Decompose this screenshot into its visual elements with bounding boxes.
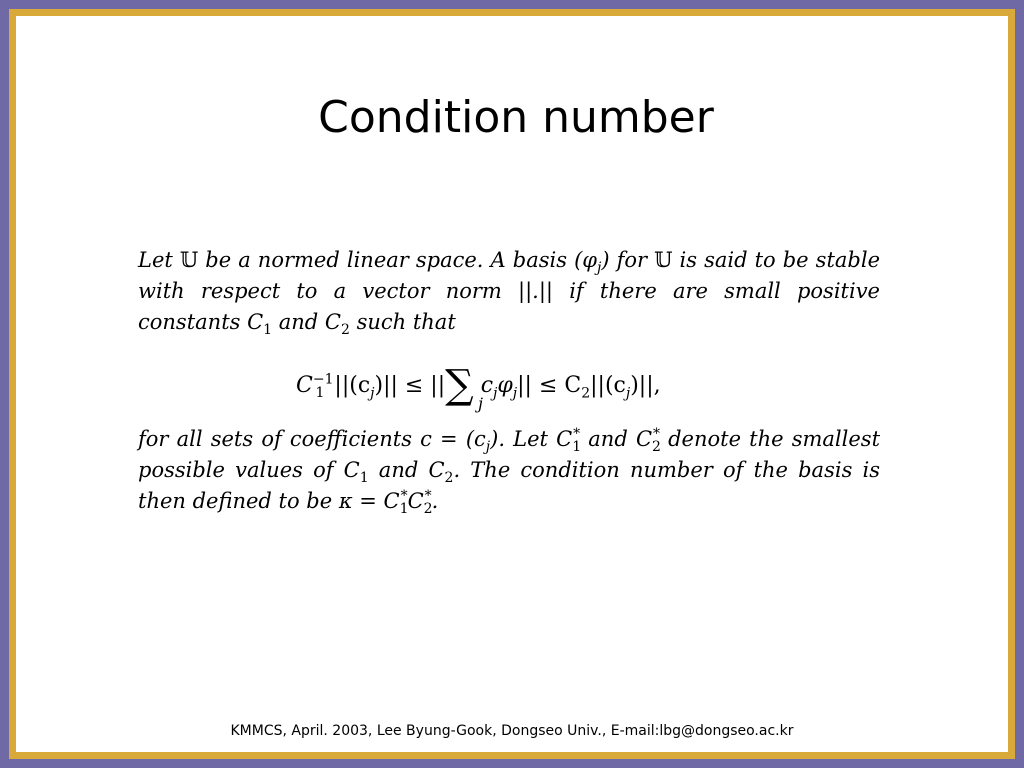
definition-paragraph-2: for all sets of coefficients $c = (c_j)$. Let $C_1^*$ and $C_2^*$ denote the smallest possible values of $C_1$ and $C_2$. The condition number of the basis is then defined to be $\kappa = C_1^*C_2^*$.: [138, 426, 881, 518]
inequality-expression: $C^{-1}_1$ $||(c_j)||$ ≤ ||∑ $c_j\varphi_j|| \le C_2||(c_j)||$,: [296, 362, 661, 408]
definition-paragraph-1: Let 𝕌 be a normed linear space. A basis $(\varphi_j)$ for 𝕌 is said to be stable with respect to a vector norm ||.|| if there are small positive constants $C_1$ and $C_2$ such that: [138, 248, 880, 339]
summation-index: j: [478, 394, 483, 413]
stability-inequality: [296, 350, 726, 420]
slide-footer: KMMCS, April. 2003, Lee Byung-Gook, Dongseo Univ., E-mail:lbg@dongseo.ac.kr: [230, 723, 794, 739]
slide-title: Condition number: [318, 92, 714, 143]
